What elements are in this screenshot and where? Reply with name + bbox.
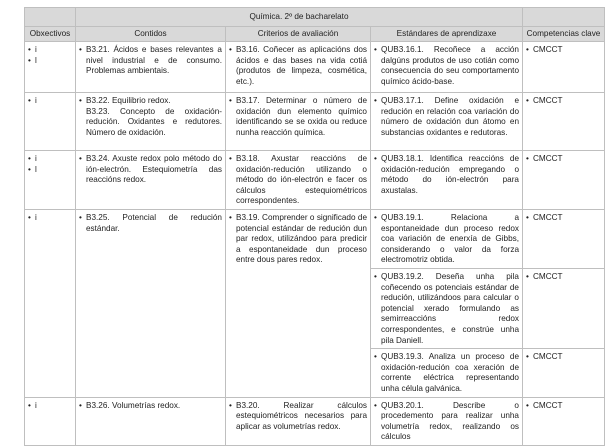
bullet: • [229, 45, 232, 54]
competence-text: CMCCT [533, 154, 563, 163]
standard-text: QUB3.16.1. Recoñece a acción dalgúns produtos de uso cotián como consecuencia do seu comportamento químico ácido-base. [381, 45, 519, 86]
objectives-cell [25, 209, 76, 397]
competence-cell [523, 42, 605, 93]
standard-cell [371, 268, 523, 348]
table-title: Química. 2º de bacharelato [76, 8, 523, 27]
header-objectives: Obxectivos [25, 27, 76, 42]
bullet: • [229, 154, 232, 163]
bullet: • [28, 55, 31, 65]
bullet: • [28, 154, 31, 163]
content-cell [76, 397, 226, 445]
competence-cell [523, 349, 605, 397]
bullet: • [28, 400, 31, 410]
content-text: B3.22. Equilibrio redox. B3.23. Concepto de oxidación-redución. Oxidantes e redutores. Número de oxidación. [86, 96, 222, 137]
curriculum-table [24, 7, 605, 446]
header-standards: Estándares de aprendizaxe [371, 27, 523, 42]
criteria-text: B3.20. Realizar cálculos estequiométricos necesarios para aplicar as volumetrías redox. [236, 400, 367, 431]
competence-text: CMCCT [533, 45, 563, 54]
criteria-cell [226, 151, 371, 210]
content-cell [76, 42, 226, 93]
table-row [25, 93, 605, 151]
header-contents: Contidos [76, 27, 226, 42]
bullet: • [526, 96, 529, 105]
bullet: • [79, 96, 82, 105]
standard-text: QUB3.20.1. Describe o procedemento para realizar unha volumetría redox, realizando os cálculos [381, 400, 519, 442]
objective-item: i [35, 212, 37, 222]
criteria-cell [226, 397, 371, 445]
bullet: • [526, 45, 529, 54]
content-cell [76, 151, 226, 210]
competence-text: CMCCT [533, 271, 563, 281]
standard-cell [371, 349, 523, 397]
criteria-cell [226, 42, 371, 93]
competence-text: CMCCT [533, 352, 563, 362]
bullet: • [229, 400, 232, 410]
standard-text: QUB3.19.2. Deseña unha pila coñecendo os potenciais estándar de redución, utilizándoos para calcular o potencial xerado formulando as semirreaccións redox correspondentes, e constrúe unha pila Daniell. [381, 271, 519, 345]
criteria-cell [226, 209, 371, 397]
bullet: • [526, 271, 529, 281]
competence-cell [523, 268, 605, 348]
column-header-row [25, 27, 605, 42]
competence-cell [523, 151, 605, 210]
bullet: • [374, 352, 377, 362]
standard-cell [371, 209, 523, 268]
objectives-cell [25, 151, 76, 210]
criteria-text: B3.18. Axustar reaccións de oxidación-redución utilizando o método do ión-electrón e facer os cálculos estequiométricos correspondentes. [236, 154, 367, 206]
bullet: • [229, 96, 232, 105]
competence-text: CMCCT [533, 212, 563, 222]
objective-item: l [35, 164, 37, 174]
competence-cell [523, 397, 605, 445]
content-text: B3.24. Axuste redox polo método do ión-electrón. Estequiometría das reaccións redox. [86, 154, 222, 185]
table-title-row [25, 8, 605, 27]
bullet: • [526, 212, 529, 222]
standard-cell [371, 42, 523, 93]
bullet: • [374, 45, 377, 54]
content-text: B3.25. Potencial de redución estándar. [86, 212, 222, 233]
bullet: • [374, 271, 377, 281]
bullet: • [374, 212, 377, 222]
bullet: • [79, 154, 82, 163]
bullet: • [79, 400, 82, 410]
standard-cell [371, 397, 523, 445]
bullet: • [28, 212, 31, 222]
bullet: • [79, 45, 82, 54]
standard-text: QUB3.19.3. Analiza un proceso de oxidación-redución coa xeración de corrente eléctrica representando unha célula galvánica. [381, 352, 519, 393]
standard-text: QUB3.18.1. Identifica reaccións de oxidación-redución empregando o método do ión-electrón para axustalas. [381, 154, 519, 195]
bullet: • [229, 212, 232, 222]
criteria-text: B3.16. Coñecer as aplicacións dos ácidos e das bases na vida cotiá (produtos de limpeza, cosmética, etc.). [236, 45, 367, 86]
header-competences: Competencias clave [523, 27, 605, 42]
bullet: • [526, 352, 529, 362]
standard-text: QUB3.19.1. Relaciona a espontaneidade dun proceso redox coa variación de enerxía de Gibbs, considerando o valor da forza electromotriz obtida. [381, 212, 519, 265]
objective-item: i [35, 154, 37, 163]
content-text: B3.26. Volumetrías redox. [86, 400, 181, 410]
content-cell [76, 93, 226, 151]
criteria-text: B3.19. Comprender o significado de potencial estándar de redución dun par redox, utilizándoo para predicir a espontaneidade dun proceso entre dous pares redox. [236, 212, 367, 265]
header-blank-cell [25, 8, 76, 27]
competence-text: CMCCT [533, 400, 563, 410]
standard-text: QUB3.17.1. Define oxidación e redución en relación coa variación do número de oxidación dun átomo en substancias oxidantes e redutoras. [381, 96, 519, 137]
standard-cell [371, 93, 523, 151]
objective-item: i [35, 45, 37, 54]
bullet: • [374, 400, 377, 410]
criteria-cell [226, 93, 371, 151]
objective-item: i [35, 400, 37, 410]
objective-item: i [35, 96, 37, 105]
objective-item: l [35, 55, 37, 65]
competence-cell [523, 209, 605, 268]
criteria-text: B3.17. Determinar o número de oxidación dun elemento químico identificando se se oxida ou reduce nunha reacción química. [236, 96, 367, 137]
competence-text: CMCCT [533, 96, 563, 105]
bullet: • [526, 400, 529, 410]
bullet: • [526, 154, 529, 163]
bullet: • [28, 45, 31, 54]
bullet: • [79, 212, 82, 222]
bullet: • [374, 96, 377, 105]
table-row [25, 397, 605, 445]
standard-cell [371, 151, 523, 210]
header-criteria: Criterios de avaliación [226, 27, 371, 42]
header-blank-cell-right [523, 8, 605, 27]
objectives-cell [25, 397, 76, 445]
content-cell [76, 209, 226, 397]
bullet: • [374, 154, 377, 163]
table-row [25, 209, 605, 268]
objectives-cell [25, 93, 76, 151]
content-text: B3.21. Ácidos e bases relevantes a nivel industrial e de consumo. Problemas ambientais. [86, 45, 222, 76]
table-row [25, 42, 605, 93]
bullet: • [28, 164, 31, 174]
bullet: • [28, 96, 31, 105]
table-row [25, 151, 605, 210]
competence-cell [523, 93, 605, 151]
objectives-cell [25, 42, 76, 93]
